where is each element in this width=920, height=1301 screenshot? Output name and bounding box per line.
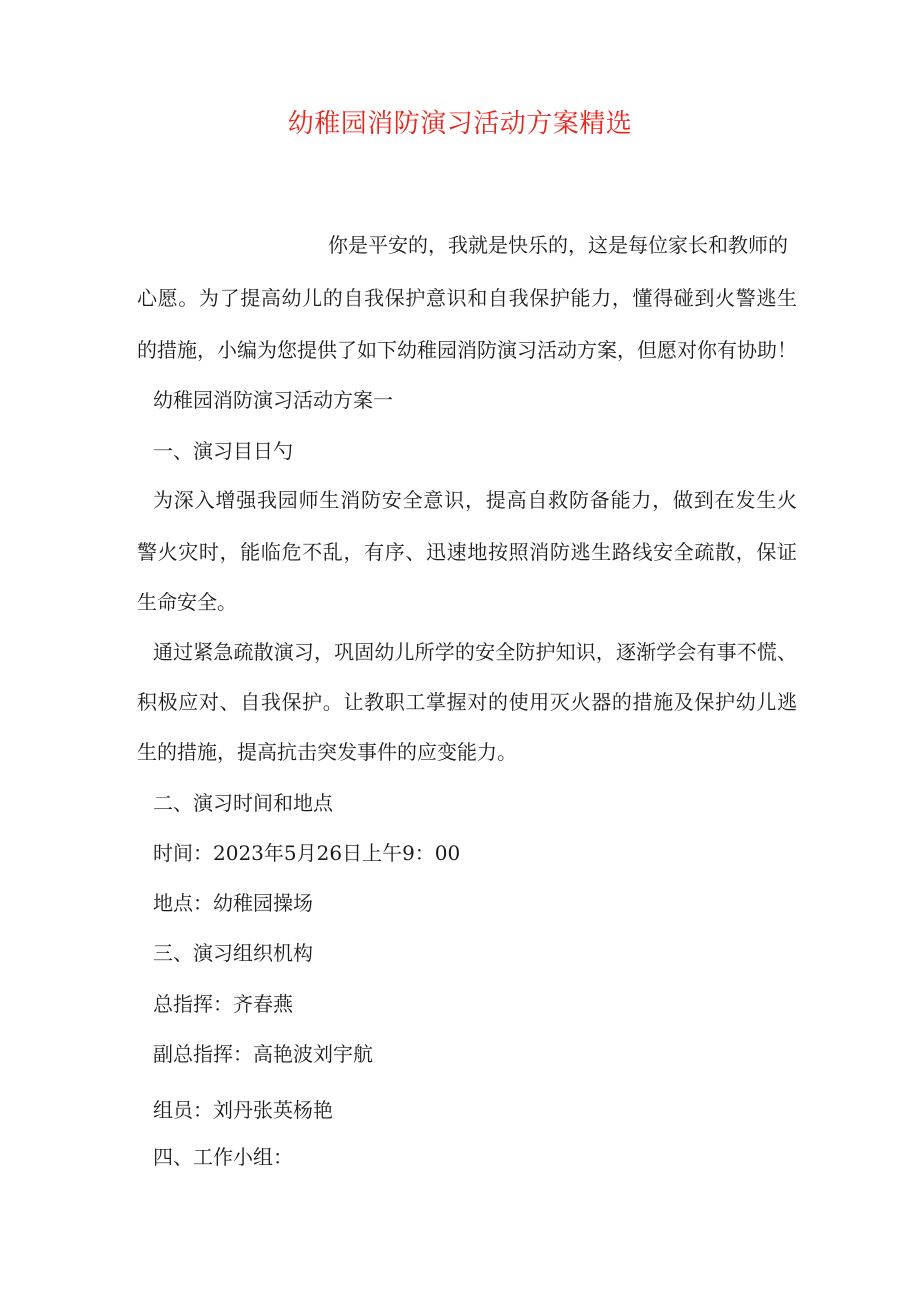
plan-heading: 幼稚园消防演习活动方案一 — [153, 388, 393, 412]
drill-location: 地点：幼稚园操场 — [153, 891, 313, 915]
document-title: 幼稚园消防演习活动方案精选 — [287, 109, 633, 139]
intro-line-1: 你是平安的，我就是快乐的，这是每位家长和教师的 — [328, 233, 788, 257]
section-heading-2: 二、演习时间和地点 — [153, 791, 333, 815]
paragraph-1-line-1: 为深入增强我园师生消防安全意识，提高自救防备能力，做到在发生火 — [153, 488, 797, 512]
drill-time: 时间：2023年5月26日上午9：00 — [153, 841, 461, 865]
section-heading-4: 四、工作小组： — [153, 1145, 293, 1169]
paragraph-1-line-2: 警火灾时，能临危不乱，有序、迅速地按照消防逃生路线安全疏散，保证 — [137, 540, 797, 564]
paragraph-1-line-3: 生命安全。 — [137, 590, 237, 614]
section-heading-1: 一、演习目日勺 — [153, 439, 293, 463]
paragraph-2-line-3: 生的措施，提高抗击突发事件的应变能力。 — [137, 740, 517, 764]
intro-line-2: 心愿。为了提高幼儿的自我保护意识和自我保护能力，懂得碰到火警逃生 — [137, 286, 797, 310]
paragraph-2-line-1: 通过紧急疏散演习，巩固幼儿所学的安全防护知识，逐渐学会有事不慌、 — [153, 640, 797, 664]
intro-line-3: 的措施，小编为您提供了如下幼稚园消防演习活动方案，但愿对你有协助！ — [137, 338, 797, 362]
paragraph-2-line-2: 积极应对、自我保护。让教职工掌握对的使用灭火器的措施及保护幼儿逃 — [137, 690, 797, 714]
deputy-commander: 副总指挥：高艳波刘宇航 — [153, 1042, 373, 1066]
section-heading-3: 三、演习组织机构 — [153, 941, 313, 965]
team-members: 组员：刘丹张英杨艳 — [153, 1098, 333, 1122]
chief-commander: 总指挥：齐春燕 — [153, 992, 293, 1016]
